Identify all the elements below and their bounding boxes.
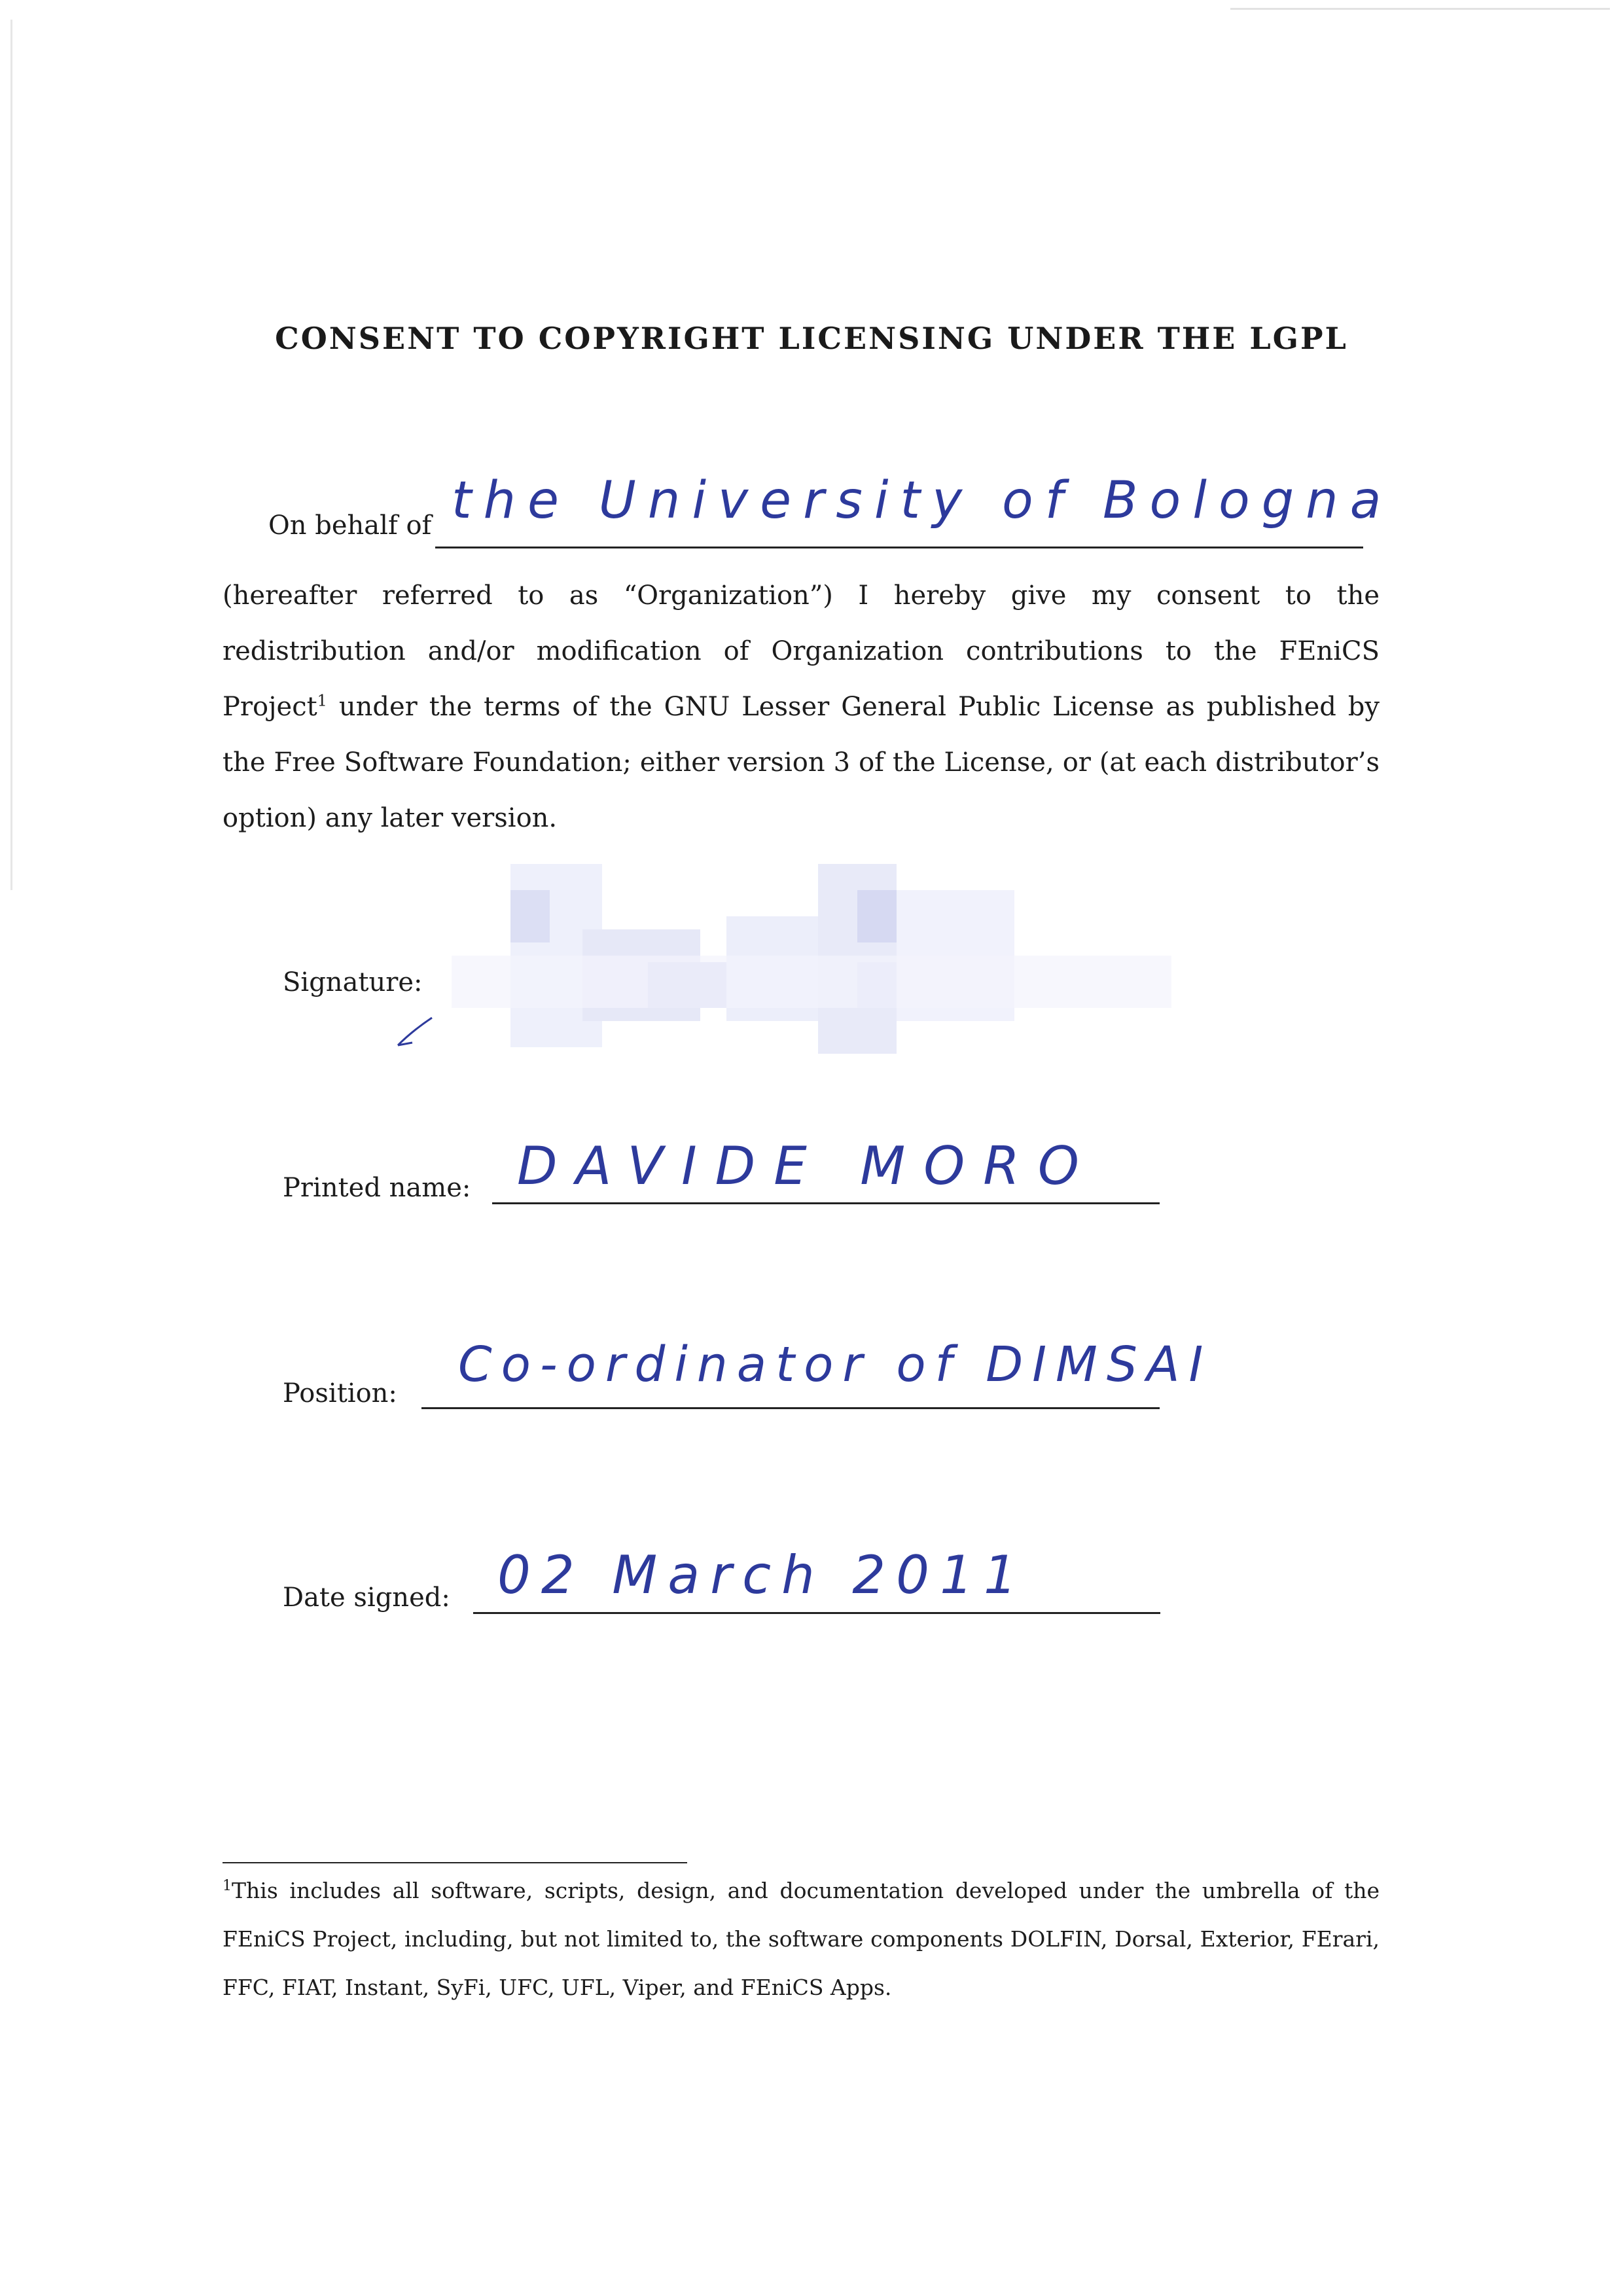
scan-edge-top [1230,8,1610,10]
organization-line [435,547,1363,548]
consent-paragraph-part2: under the terms of the GNU Lesser General Public License as published by the Free Software Foundation; either version 3 of the License, or (at each distributor’s option) any later version. [223,692,1380,833]
consent-paragraph-part1: (hereafter referred to as “Organization”) I hereby give my consent to the redistribution and/or modification of Organization contributions to the FEniCS Project [223,581,1380,722]
date-value: 02 March 2011 [497,1545,1027,1605]
footnote-mark: 1 [223,1878,232,1894]
printed-name-value: DAVIDE MORO [517,1136,1097,1196]
on-behalf-label: On behalf of [268,511,432,541]
footnote-text: This includes all software, scripts, design, and documentation developed under the umbrella of the FEniCS Project, including, but not limited to, the software components DOLFIN, Dorsal, Exterior, FErari, FFC, FIAT, Instant, SyFi, UFC, UFL, Viper, and FEniCS Apps. [223,1878,1380,2000]
consent-paragraph [223,568,1380,846]
position-label: Position: [283,1378,397,1408]
printed-name-line [492,1202,1160,1204]
footnote-reference: 1 [317,691,327,710]
position-line [421,1407,1160,1409]
position-value: Co-ordinator of DIMSAI [458,1336,1213,1393]
signature-label: Signature: [283,967,423,997]
document-title: CONSENT TO COPYRIGHT LICENSING UNDER THE LGPL [275,321,1348,356]
footnote [223,1867,1380,2012]
signature-redacted [452,851,1178,1060]
printed-name-label: Printed name: [283,1173,471,1203]
scan-edge-left [10,20,12,890]
organization-handwritten: the University of Bologna [452,471,1393,530]
footnote-rule [223,1862,687,1863]
date-label: Date signed: [283,1583,450,1613]
date-line [473,1612,1160,1614]
signature-tick [393,1011,445,1050]
